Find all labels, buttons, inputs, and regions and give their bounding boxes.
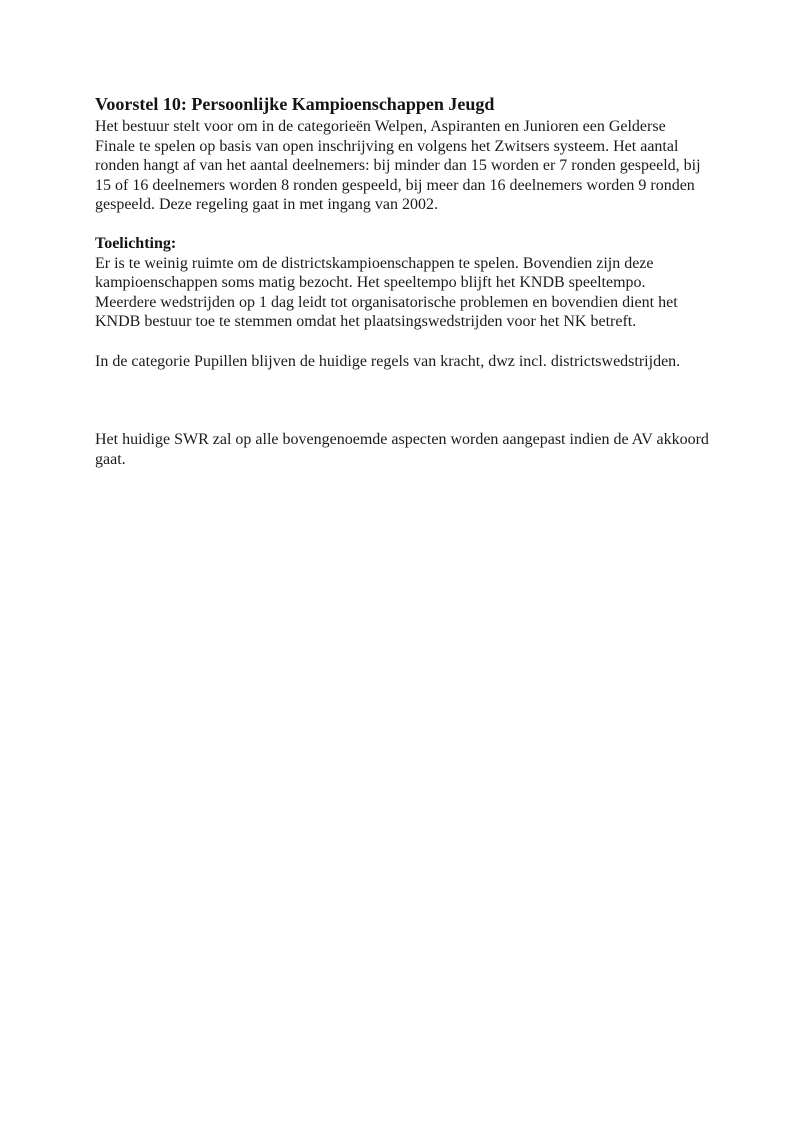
proposal-intro-paragraph: Het bestuur stelt voor om in de categorieën Welpen, Aspiranten en Junioren een Gelderse Finale te spelen op basis van open inschrijving en volgens het Zwitsers systeem. Het aantal ronden hangt af van het aantal deelnemers: bij minder dan 15 worden er 7 ronden gespeeld, bij 15 of 16 deelnemers worden 8 ronden gespeeld, bij meer dan 16 deelnemers worden 9 ronden gespeeld. Deze regeling gaat in met ingang van 2002. [95,118,701,213]
toelichting-paragraph: Er is te weinig ruimte om de districtskampioenschappen te spelen. Bovendien zijn deze kampioenschappen soms matig bezocht. Het speeltempo blijft het KNDB speeltempo. Meerdere wedstrijden op 1 dag leidt tot organisatorische problemen en bovendien dient het KNDB bestuur toe te stemmen omdat het plaatsingswedstrijden voor het NK betreft. [95,254,678,330]
toelichting-heading: Toelichting: [95,235,177,252]
document-content [95,93,709,469]
pupillen-paragraph: In de categorie Pupillen blijven de huidige regels van kracht, dwz incl. districtswedstrijden. [95,352,681,370]
swr-paragraph: Het huidige SWR zal op alle bovengenoemde aspecten worden aangepast indien de AV akkoord gaat. [95,431,709,468]
proposal-title: Voorstel 10: Persoonlijke Kampioenschappen Jeugd [95,94,495,114]
